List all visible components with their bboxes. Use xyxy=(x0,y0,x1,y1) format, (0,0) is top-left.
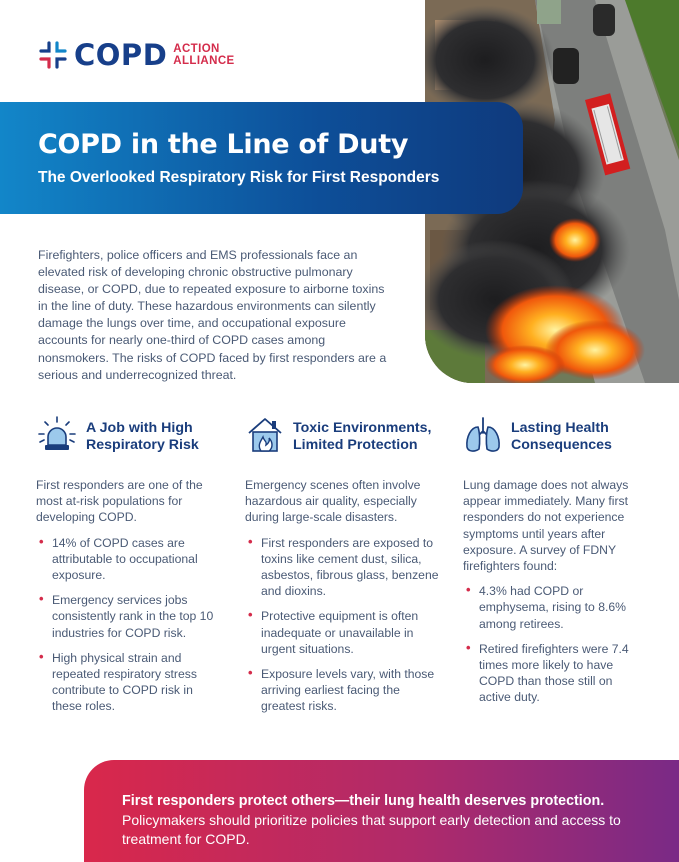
column-title: Toxic Environments, Limited Protection xyxy=(293,420,432,453)
lungs-icon xyxy=(463,415,503,455)
list-item: • Protective equipment is often inadequate or unavailable in urgent situations. xyxy=(245,608,441,657)
logo-subtitle: ACTION ALLIANCE xyxy=(173,43,235,67)
page-title: COPD in the Line of Duty xyxy=(38,129,409,160)
cta-body: Policymakers should prioritize policies that support early detection and access to treatment for COPD. xyxy=(122,812,621,847)
column-high-risk xyxy=(36,415,216,715)
page-subtitle: The Overlooked Respiratory Risk for First Responders xyxy=(38,169,440,186)
title-banner xyxy=(0,102,523,214)
list-item: • High physical strain and repeated respiratory stress contribute to COPD risk in these roles. xyxy=(36,650,216,715)
bullet-list xyxy=(463,583,643,705)
siren-icon xyxy=(36,415,78,453)
list-item: • Retired firefighters were 7.4 times more likely to have COPD than those still on active duty. xyxy=(463,641,643,706)
column-lead: Lung damage does not always appear immediately. Many first responders do not experience symptoms until years after exposure. A survey of FDNY firefighters found: xyxy=(463,478,629,574)
list-item: • 4.3% had COPD or emphysema, rising to 8.6% among retirees. xyxy=(463,583,643,632)
column-lasting-consequences xyxy=(463,415,643,706)
list-item: • Exposure levels vary, with those arriving earliest facing the greatest risks. xyxy=(245,666,441,715)
column-heading xyxy=(463,415,643,465)
column-toxic-environments xyxy=(245,415,441,715)
intro-paragraph: Firefighters, police officers and EMS professionals face an elevated risk of developing chronic obstructive pulmonary disease, or COPD, due to repeated exposure to airborne toxins in the line of duty. These hazardous environments can silently damage the lungs over time, and occupational exposure accounts for nearly one-third of COPD cases among nonsmokers. The risks of COPD faced by first responders are a serious and underrecognized threat. xyxy=(38,248,387,382)
column-title: Lasting Health Consequences xyxy=(511,420,612,453)
list-item: • 14% of COPD cases are attributable to occupational exposure. xyxy=(36,535,216,584)
column-lead: First responders are one of the most at-risk populations for developing COPD. xyxy=(36,478,203,525)
list-item: • Emergency services jobs consistently rank in the top 10 industries for COPD risk. xyxy=(36,592,216,641)
cta-headline: First responders protect others—their lung health deserves protection. xyxy=(122,793,605,809)
bullet-list xyxy=(36,535,216,715)
logo-wordmark: COPD xyxy=(74,37,168,72)
column-title: A Job with High Respiratory Risk xyxy=(86,420,199,453)
call-to-action-panel xyxy=(84,760,679,862)
column-heading xyxy=(245,415,441,465)
logo-mark-icon xyxy=(38,40,68,70)
bullet-list xyxy=(245,535,441,715)
copd-action-alliance-logo xyxy=(38,37,235,72)
list-item: • First responders are exposed to toxins like cement dust, silica, asbestos, fibrous glass, benzene and dioxins. xyxy=(245,535,441,600)
column-lead: Emergency scenes often involve hazardous air quality, especially during large-scale disasters. xyxy=(245,478,421,525)
burning-house-icon xyxy=(245,415,285,455)
column-heading xyxy=(36,415,216,465)
